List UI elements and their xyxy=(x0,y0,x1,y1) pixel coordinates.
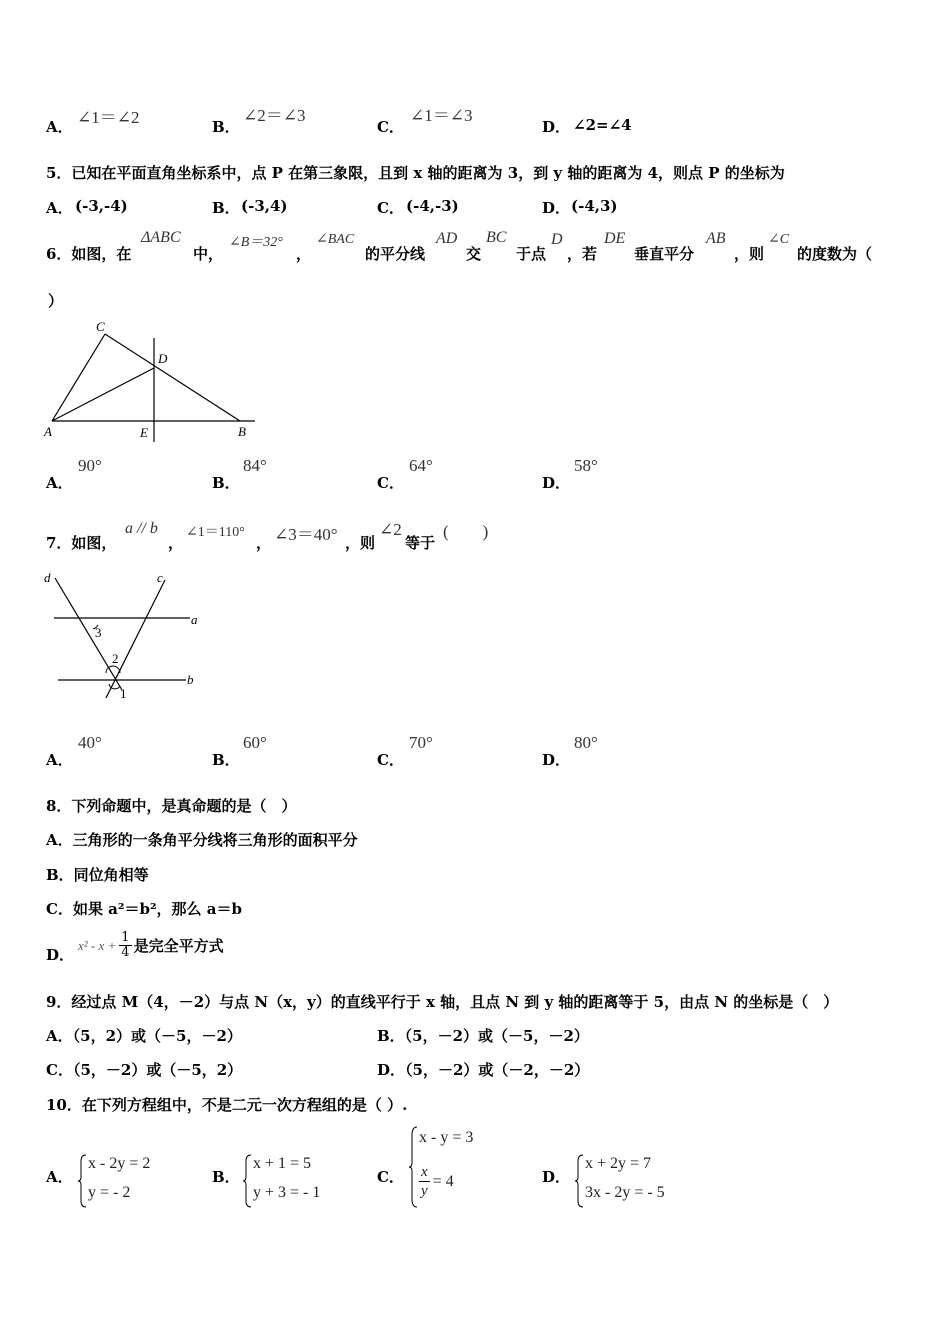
q5-option-b: (-3,4) xyxy=(241,197,288,215)
q4-option-d-math: ∠2=∠4 xyxy=(573,116,632,134)
q10-option-b-brace xyxy=(243,1153,253,1209)
q10-option-a-letter: A． xyxy=(46,1168,73,1186)
q9-option-a: A．（5，2）或（－5，－2） xyxy=(46,1027,242,1045)
q7-label-d: d xyxy=(44,570,51,585)
q7-option-a: 40° xyxy=(78,733,102,752)
q8-option-b: B．同位角相等 xyxy=(46,866,149,884)
q7-answer-blank: ( ) xyxy=(443,522,489,541)
q6-stem-4: 的平分线 xyxy=(365,245,426,263)
q8-option-c: C．如果 a²＝b²，那么 a＝b xyxy=(46,900,242,918)
q10-option-d-brace xyxy=(575,1153,585,1209)
q6-math-angle-c: ∠C xyxy=(768,232,790,247)
q6-math-angle-bac: ∠BAC xyxy=(316,232,355,247)
q10-option-d-eq1: x + 2y = 7 xyxy=(585,1155,652,1172)
q4-option-a-math: ∠1＝∠2 xyxy=(77,108,140,127)
q7-math-parallel: a // b xyxy=(125,520,158,537)
q7-label-1: 1 xyxy=(120,686,127,701)
q6-option-a-letter: A． xyxy=(46,474,73,492)
q4-option-b-letter: B． xyxy=(212,118,240,136)
q6-side-ac xyxy=(52,334,105,421)
q10-option-c-brace xyxy=(409,1125,419,1209)
q4-option-c-letter: C． xyxy=(377,118,404,136)
q7-stem-2: ， xyxy=(168,534,184,552)
q10-option-c-letter: C． xyxy=(377,1168,404,1186)
q8-option-d-numerator: 1 xyxy=(121,930,130,945)
q4-option-d-letter: D． xyxy=(542,118,571,136)
q10-option-c-system xyxy=(409,1125,509,1209)
q6-label-e: E xyxy=(140,425,148,440)
q8-option-d-expression xyxy=(78,931,224,960)
q10-option-a-eq2: y = - 2 xyxy=(88,1184,131,1201)
q7-label-a: a xyxy=(191,612,198,627)
q10-option-c-frac-num: x xyxy=(421,1164,428,1180)
q5-option-a-letter: A． xyxy=(46,199,73,217)
q6-option-c: 64° xyxy=(409,456,433,475)
q7-label-c: c xyxy=(157,570,163,585)
q8-option-d-letter: D． xyxy=(46,946,75,964)
q6-stem-2: 中， xyxy=(193,245,224,263)
q6-option-d-letter: D． xyxy=(542,474,571,492)
q7-figure xyxy=(40,568,220,703)
q10-option-a-eq1: x - 2y = 2 xyxy=(88,1155,151,1172)
q6-option-b-letter: B． xyxy=(212,474,240,492)
q7-math-angle2: ∠2 xyxy=(379,520,402,539)
q4-option-b-math: ∠2＝∠3 xyxy=(243,106,306,125)
q10-option-c-frac-den: y xyxy=(421,1183,428,1199)
q10-option-b-eq2: y + 3 = - 1 xyxy=(253,1184,321,1201)
q7-label-3: 3 xyxy=(95,625,102,640)
q6-math-triangle: ΔABC xyxy=(141,229,181,246)
q6-figure xyxy=(40,316,260,446)
q10-stem: 10．在下列方程组中，不是二元一次方程组的是（ ）. xyxy=(46,1096,408,1114)
q6-math-bc: BC xyxy=(486,229,507,246)
q7-option-d: 80° xyxy=(574,733,598,752)
q5-stem: 5．已知在平面直角坐标系中，点 P 在第三象限，且到 x 轴的距离为 3，到 y 轴的距离为 4，则点 P 的坐标为 xyxy=(46,164,785,182)
q6-math-ad: AD xyxy=(436,230,458,247)
q5-option-b-letter: B． xyxy=(212,199,240,217)
q7-option-a-letter: A． xyxy=(46,751,73,769)
q6-label-d: D xyxy=(158,351,168,366)
q10-option-d-letter: D． xyxy=(542,1168,571,1186)
q6-stem-5: 交 xyxy=(466,245,482,263)
q7-option-c: 70° xyxy=(409,733,433,752)
q7-stem-1: 7．如图， xyxy=(46,534,117,552)
q6-math-de: DE xyxy=(604,230,626,247)
q5-option-d-letter: D． xyxy=(542,199,571,217)
q7-math-angle1: ∠1＝110° xyxy=(186,525,245,540)
q10-option-c-eq2-rhs: = 4 xyxy=(432,1172,454,1190)
q6-side-cb xyxy=(105,334,240,421)
q6-stem-10: 的度数为（ xyxy=(797,245,873,263)
q6-math-ab: AB xyxy=(706,230,726,247)
q10-option-a-brace xyxy=(78,1153,88,1209)
q8-option-d-tail: 是完全平方式 xyxy=(133,937,224,955)
q7-line-d xyxy=(55,578,122,690)
q7-stem-3: ， xyxy=(256,534,272,552)
q6-option-c-letter: C． xyxy=(377,474,404,492)
q6-stem-1: 6．如图，在 xyxy=(46,245,132,263)
q5-option-a: (-3,-4) xyxy=(75,197,128,215)
q6-math-angle-b: ∠B＝32° xyxy=(229,235,283,250)
q10-option-d-system xyxy=(575,1153,695,1209)
q9-option-b: B．（5，－2）或（－5，－2） xyxy=(377,1027,589,1045)
q7-stem-4: ，则 xyxy=(345,534,376,552)
q10-option-b-letter: B． xyxy=(212,1168,240,1186)
q8-option-d-denominator: 4 xyxy=(121,945,130,960)
q7-option-c-letter: C． xyxy=(377,751,404,769)
q7-option-d-letter: D． xyxy=(542,751,571,769)
q6-label-c: C xyxy=(96,319,105,334)
q7-option-b-letter: B． xyxy=(212,751,240,769)
q7-math-angle3: ∠3＝40° xyxy=(274,525,338,544)
q6-stem-8: 垂直平分 xyxy=(634,245,695,263)
q5-option-d: (-4,3) xyxy=(571,197,618,215)
q9-stem: 9．经过点 M（4，－2）与点 N（x，y）的直线平行于 x 轴，且点 N 到 y 轴的距离等于 5，由点 N 的坐标是（ ） xyxy=(46,993,839,1011)
q10-option-a-system xyxy=(78,1153,178,1209)
q6-bisector-ad xyxy=(52,368,154,421)
q10-option-b-eq1: x + 1 = 5 xyxy=(253,1155,312,1172)
q9-option-c: C．（5，－2）或（－5，2） xyxy=(46,1061,243,1079)
q6-option-b: 84° xyxy=(243,456,267,475)
q6-stem-7: ，若 xyxy=(567,245,598,263)
q10-option-c-fraction xyxy=(419,1163,430,1200)
q7-label-b: b xyxy=(187,672,194,687)
q7-label-2: 2 xyxy=(112,651,119,666)
q7-stem-5: 等于 xyxy=(405,534,436,552)
q10-option-c-eq2 xyxy=(419,1163,454,1200)
q8-stem: 8．下列命题中，是真命题的是（ ） xyxy=(46,797,297,815)
q6-stem-close-paren: ） xyxy=(48,292,64,310)
q6-math-d: D xyxy=(551,231,563,248)
q7-option-b: 60° xyxy=(243,733,267,752)
q10-option-b-system xyxy=(243,1153,343,1209)
q4-option-a-letter: A． xyxy=(46,118,73,136)
q6-label-a: A xyxy=(44,424,52,439)
q6-option-d: 58° xyxy=(574,456,598,475)
q8-option-d-math: x² - x + xyxy=(78,937,117,953)
q6-option-a: 90° xyxy=(78,456,102,475)
q9-option-d: D．（5，－2）或（－2，－2） xyxy=(377,1061,590,1079)
q4-option-c-math: ∠1＝∠3 xyxy=(410,106,473,125)
q10-option-c-eq1: x - y = 3 xyxy=(419,1129,474,1146)
q6-stem-3: ， xyxy=(296,245,312,263)
q5-option-c-letter: C． xyxy=(377,199,404,217)
q6-stem-9: ，则 xyxy=(734,245,765,263)
q10-option-d-eq2: 3x - 2y = - 5 xyxy=(585,1184,665,1201)
q6-stem-6: 于点 xyxy=(516,245,547,263)
q6-label-b: B xyxy=(238,424,246,439)
q5-option-c: (-4,-3) xyxy=(406,197,459,215)
q8-option-a: A．三角形的一条角平分线将三角形的面积平分 xyxy=(46,831,358,849)
q8-option-d-fraction xyxy=(119,931,131,960)
